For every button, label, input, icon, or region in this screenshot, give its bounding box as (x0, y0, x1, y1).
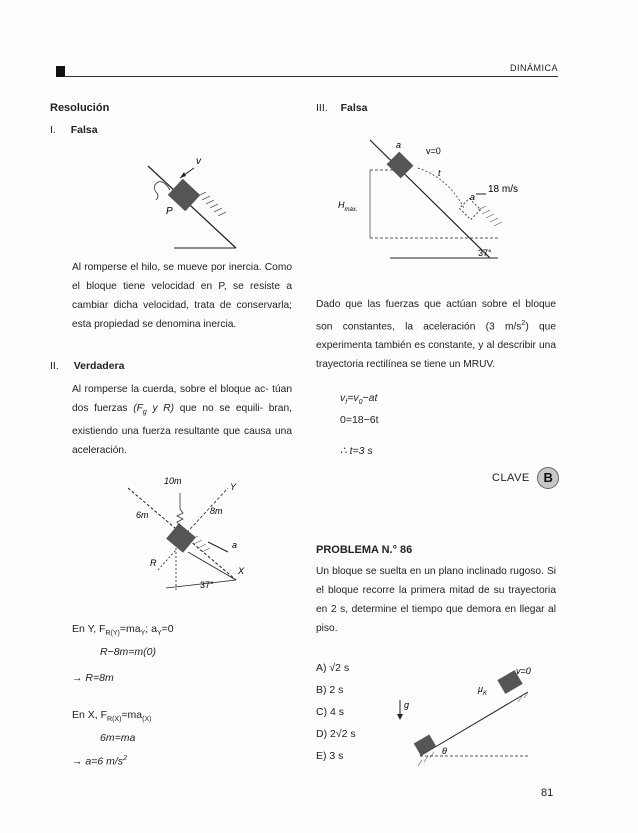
equation-8: 0=18−6t (340, 414, 379, 426)
option-b-value: 2 s (329, 684, 344, 696)
paragraph-2-part-e: que no se equili- (174, 403, 264, 414)
eq1-part-d: =0 (161, 623, 174, 635)
fig3-h-label (338, 200, 358, 213)
figure-4-problem-incline (392, 660, 552, 770)
fig1-v-label: v (196, 156, 201, 167)
figure-1-incline (140, 148, 280, 258)
fig3-hatch (478, 206, 502, 226)
paragraph-3-part-d: que experimenta también es constante, y al describir una trayectoria rectilínea se tiene un MRUV. (316, 321, 556, 371)
eq7-sub2: 0 (358, 399, 363, 407)
fig3-block-top (387, 152, 414, 179)
fig4-mu-sub: K (482, 691, 487, 697)
header-rule (64, 76, 558, 77)
eq1-part-a: En Y, F (72, 623, 106, 635)
paragraph-2-part-f: bran, existiendo una fuerza resultante que causa una aceleración. (72, 403, 292, 457)
fig4-hatch (418, 692, 528, 766)
page-number: 81 (541, 787, 554, 799)
equation-4 (72, 709, 151, 723)
paragraph-3-part-a: Dado que las fuerzas que actúan sobre el bloque son constantes, la aceleración (316, 299, 556, 333)
fig2-a-label: a (232, 540, 238, 550)
fig1-p-label: P (166, 206, 173, 217)
fig2-right-label: 8m (210, 506, 223, 516)
fig3-a2-label: a (470, 192, 476, 202)
paragraph-3 (316, 295, 556, 374)
option-d-value: 2√2 s (330, 728, 356, 740)
fig1-incline-line (148, 166, 236, 248)
fig4-g-label: g (404, 700, 410, 710)
equation-7 (340, 392, 377, 406)
eq1-sub2: Y (140, 630, 146, 638)
fig3-t-label: t (438, 168, 441, 178)
fig2-x-label: X (238, 566, 245, 576)
fig3-angle-label: 37° (478, 248, 492, 258)
eq1-sub3: Y (156, 630, 162, 638)
item-3-number: III. (316, 102, 328, 114)
paragraph-2 (72, 380, 292, 460)
equation-3: → R=8m (72, 672, 114, 684)
option-a-letter: A) (316, 662, 327, 674)
fig4-block-bottom (414, 734, 437, 755)
answer-key-letter: B (537, 467, 559, 489)
fig3-v0-label: v=0 (426, 146, 441, 156)
item-3 (316, 102, 367, 114)
eq6-sup: 2 (123, 755, 127, 762)
answer-key (492, 467, 559, 489)
paragraph-1: Al romperse el hilo, se mueve por inercia. Como el bloque tiene velocidad en P, se resiste a cambiar dicha velocidad, trata de conservarla; esta propiedad se denomina inercia. (72, 262, 292, 330)
item-2 (50, 360, 124, 372)
item-2-verdict: Verdadera (73, 360, 125, 372)
problem-text: Un bloque se suelta en un plano inclinado rugoso. Si el bloque recorre la primera mitad de su trayectoria en 2 s, determine el tiempo que demora en llegar al piso. (316, 566, 556, 634)
item-3-verdict: Falsa (340, 102, 368, 114)
equation-2: R−8m=m(0) (100, 646, 157, 658)
answer-key-label: CLAVE (492, 472, 530, 484)
option-d-letter: D) (316, 728, 328, 740)
item-1-number: I. (50, 124, 56, 136)
equation-1 (72, 623, 174, 637)
fig4-mu-text: μ (478, 684, 483, 694)
option-b-letter: B) (316, 684, 327, 696)
eq1-part-c: ; a (145, 623, 157, 635)
eq4-sub: R(X) (107, 716, 122, 724)
paragraph-3-sup: 2 (521, 320, 526, 327)
paragraph-2-forces (133, 403, 174, 417)
item-1 (50, 124, 98, 136)
eq4-part-b: =ma (121, 709, 143, 721)
paragraph-3-part-c: ) (525, 321, 529, 333)
paragraph-2-fg: (F (133, 403, 143, 414)
figure-3-incline-motion (330, 134, 530, 264)
fig3-a1-label: a (396, 140, 402, 150)
figure-2-force-diagram (118, 470, 268, 600)
eq6-part-a: → a=6 m/s (72, 755, 124, 768)
option-e-letter: E) (316, 750, 327, 762)
option-a-value: √2 s (329, 662, 350, 674)
paragraph-2-part-b: túan dos fuerzas (72, 384, 292, 414)
paragraph-2-fg-sub: g (142, 409, 147, 417)
fig4-v0-label: v=0 (516, 666, 531, 676)
paragraph-2-part-a: Al romperse la cuerda, sobre el bloque ac- (72, 384, 269, 395)
eq7-part-b: =v (347, 392, 359, 404)
fig2-r-line (158, 550, 176, 570)
eq7-part-a: v (340, 392, 346, 404)
fig1-arrowhead (180, 172, 186, 178)
option-e-value: 3 s (329, 750, 344, 762)
fig2-angle-label: 37° (200, 580, 214, 590)
paragraph-2-r: y R) (146, 403, 174, 414)
fig4-theta-label: θ (442, 746, 447, 756)
fig4-mu-label (477, 684, 488, 697)
fig2-r-label: R (150, 558, 157, 568)
equation-9: ∴ t=3 s (340, 445, 373, 457)
paragraph-3-part-b: (3 m/s (485, 321, 522, 333)
eq4-sub2: (X) (142, 716, 152, 724)
fig2-spring (177, 493, 183, 526)
resolution-heading: Resolución (50, 102, 110, 114)
option-c-value: 4 s (330, 706, 345, 718)
fig4-gravity-arrowhead (397, 714, 403, 720)
problem-title: PROBLEMA N.° 86 (316, 544, 413, 556)
fig3-h-text: H (338, 200, 345, 210)
item-2-number: II. (50, 360, 59, 372)
eq1-part-b: =ma (119, 623, 141, 635)
equation-5: 6m=ma (100, 732, 136, 744)
eq7-sub: f (345, 399, 348, 407)
fig2-y-label: Y (230, 482, 237, 492)
header-section-title: DINÁMICA (509, 63, 558, 73)
eq4-part-a: En X, F (72, 709, 108, 721)
option-c-letter: C) (316, 706, 328, 718)
fig3-time-arc (418, 168, 464, 208)
fig3-h-sub: máx. (344, 207, 358, 213)
eq1-sub: R(Y) (105, 630, 120, 638)
fig3-speed-label: 18 m/s (488, 184, 519, 195)
eq7-part-c: −at (362, 392, 378, 404)
fig2-x-axis (188, 552, 236, 580)
fig1-hatch (198, 192, 226, 216)
equation-6 (72, 755, 127, 768)
item-1-verdict: Falsa (70, 124, 98, 136)
fig2-left-label: 6m (136, 510, 149, 520)
fig2-top-label: 10m (164, 476, 182, 486)
fig2-accel-arrow (208, 542, 228, 552)
